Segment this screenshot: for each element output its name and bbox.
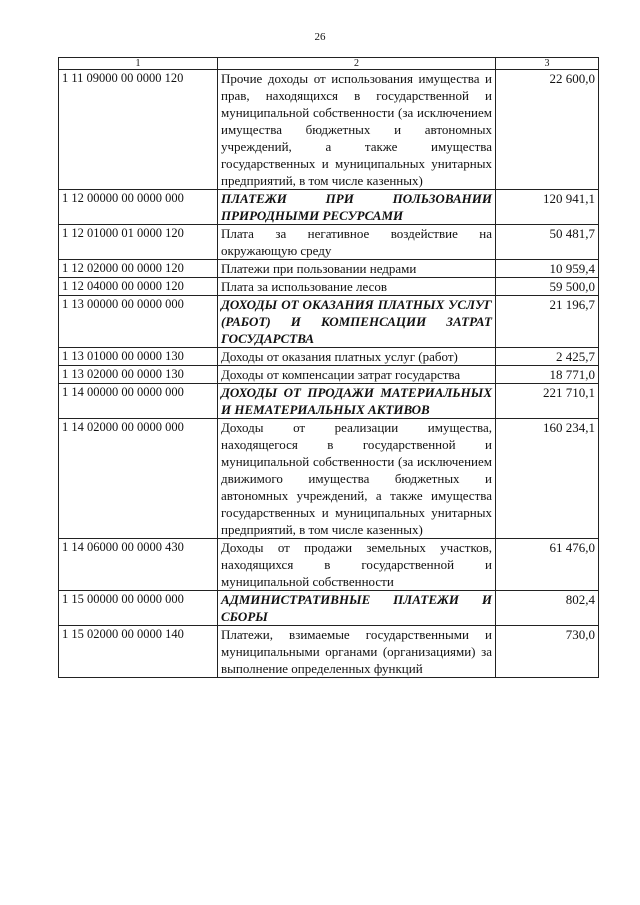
budget-code-cell: 1 12 00000 00 0000 000 <box>59 190 218 225</box>
revenue-name-cell: Доходы от компенсации затрат государства <box>218 366 496 384</box>
table-row <box>59 366 599 384</box>
revenue-name-cell: Плата за негативное воздействие на окружающую среду <box>218 225 496 260</box>
column-header-code: 1 <box>59 58 218 70</box>
column-header-name: 2 <box>218 58 496 70</box>
table-row <box>59 591 599 626</box>
amount-cell: 59 500,0 <box>496 278 599 296</box>
budget-code-cell: 1 12 01000 01 0000 120 <box>59 225 218 260</box>
budget-code-cell: 1 14 00000 00 0000 000 <box>59 384 218 419</box>
amount-cell: 21 196,7 <box>496 296 599 348</box>
revenue-name-cell: Прочие доходы от использования имущества и прав, находящихся в государственной и муниципальной собственности (за исключением имущества бюджетных и автономных учреждений, а также имущества государственных и муниципальных унитарных предприятий, в том числе казенных) <box>218 70 496 190</box>
table-body <box>59 70 599 678</box>
table-row <box>59 225 599 260</box>
budget-code-cell: 1 13 02000 00 0000 130 <box>59 366 218 384</box>
table-row <box>59 539 599 591</box>
revenue-name-cell: Доходы от оказания платных услуг (работ) <box>218 348 496 366</box>
revenue-group-name-cell: ПЛАТЕЖИ ПРИ ПОЛЬЗОВАНИИ ПРИРОДНЫМИ РЕСУРСАМИ <box>218 190 496 225</box>
revenue-name-cell: Доходы от продажи земельных участков, находящихся в государственной и муниципальной собственности <box>218 539 496 591</box>
revenue-name-cell: Платежи, взимаемые государственными и муниципальными органами (организациями) за выполнение определенных функций <box>218 626 496 678</box>
revenue-group-name-cell: ДОХОДЫ ОТ ОКАЗАНИЯ ПЛАТНЫХ УСЛУГ (РАБОТ) И КОМПЕНСАЦИИ ЗАТРАТ ГОСУДАРСТВА <box>218 296 496 348</box>
budget-code-cell: 1 12 02000 00 0000 120 <box>59 260 218 278</box>
amount-cell: 730,0 <box>496 626 599 678</box>
amount-cell: 50 481,7 <box>496 225 599 260</box>
revenue-name-cell: Плата за использование лесов <box>218 278 496 296</box>
table-row <box>59 296 599 348</box>
amount-cell: 61 476,0 <box>496 539 599 591</box>
revenue-name-cell: Платежи при пользовании недрами <box>218 260 496 278</box>
revenue-table <box>58 57 599 678</box>
table-header-row <box>59 58 599 70</box>
budget-code-cell: 1 13 01000 00 0000 130 <box>59 348 218 366</box>
table-row <box>59 260 599 278</box>
amount-cell: 802,4 <box>496 591 599 626</box>
revenue-name-cell: Доходы от реализации имущества, находящегося в государственной и муниципальной собственности (за исключением движимого имущества бюджетных и автономных учреждений, а также имущества государственных и муниципальных унитарных предприятий, в том числе казенных) <box>218 419 496 539</box>
table-row <box>59 626 599 678</box>
amount-cell: 160 234,1 <box>496 419 599 539</box>
budget-code-cell: 1 15 02000 00 0000 140 <box>59 626 218 678</box>
budget-code-cell: 1 11 09000 00 0000 120 <box>59 70 218 190</box>
page-number: 26 <box>314 31 326 43</box>
budget-code-cell: 1 12 04000 00 0000 120 <box>59 278 218 296</box>
amount-cell: 2 425,7 <box>496 348 599 366</box>
budget-code-cell: 1 13 00000 00 0000 000 <box>59 296 218 348</box>
budget-code-cell: 1 15 00000 00 0000 000 <box>59 591 218 626</box>
table-row <box>59 419 599 539</box>
budget-code-cell: 1 14 02000 00 0000 000 <box>59 419 218 539</box>
amount-cell: 22 600,0 <box>496 70 599 190</box>
table-row <box>59 348 599 366</box>
table-row <box>59 278 599 296</box>
amount-cell: 18 771,0 <box>496 366 599 384</box>
revenue-group-name-cell: ДОХОДЫ ОТ ПРОДАЖИ МАТЕРИАЛЬНЫХ И НЕМАТЕРИАЛЬНЫХ АКТИВОВ <box>218 384 496 419</box>
column-header-amount: 3 <box>496 58 599 70</box>
table-row <box>59 190 599 225</box>
budget-code-cell: 1 14 06000 00 0000 430 <box>59 539 218 591</box>
amount-cell: 120 941,1 <box>496 190 599 225</box>
revenue-group-name-cell: АДМИНИСТРАТИВНЫЕ ПЛАТЕЖИ И СБОРЫ <box>218 591 496 626</box>
amount-cell: 10 959,4 <box>496 260 599 278</box>
amount-cell: 221 710,1 <box>496 384 599 419</box>
table-row <box>59 384 599 419</box>
table-row <box>59 70 599 190</box>
